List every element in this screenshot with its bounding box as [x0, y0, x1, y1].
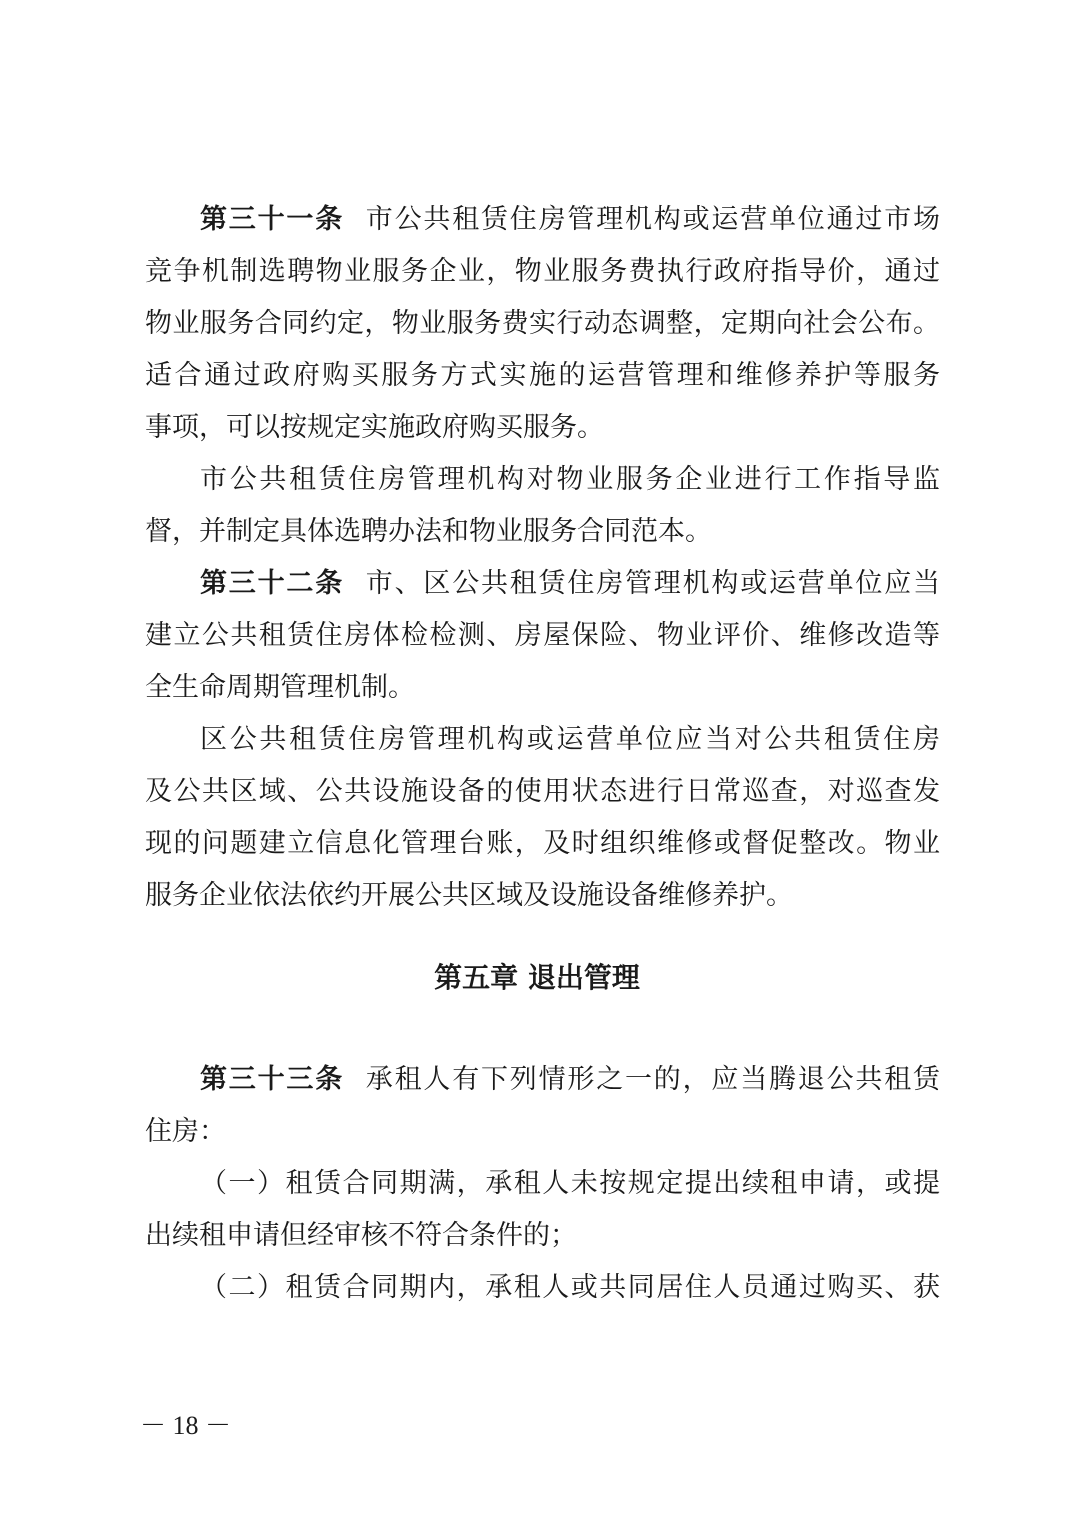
page-number: － 18 － [140, 1411, 232, 1440]
article-31-line-4: 适合通过政府购买服务方式实施的运营管理和维修养护等服务 [145, 360, 940, 391]
article-31-text-1: 市公共租赁住房管理机构或运营单位通过市场 [364, 204, 940, 235]
article-33-line-1 [200, 1054, 940, 1106]
article-32-para2-line-4: 服务企业依法依约开展公共区域及设施设备维修养护。 [145, 880, 793, 911]
article-32-para2-line-3: 现的问题建立信息化管理台账，及时组织维修或督促整改。物业 [145, 828, 940, 859]
article-32-para2-line-1: 区公共租赁住房管理机构或运营单位应当对公共租赁住房 [200, 724, 940, 755]
article-33-line-2: 住房： [145, 1116, 226, 1147]
article-31-line-1 [200, 194, 940, 246]
article-32-text-1: 市、区公共租赁住房管理机构或运营单位应当 [364, 568, 940, 599]
article-32-line-3: 全生命周期管理机制。 [145, 672, 415, 703]
article-32-line-2: 建立公共租赁住房体检检测、房屋保险、物业评价、维修改造等 [145, 620, 940, 651]
chapter-heading: 第五章 退出管理 [434, 961, 640, 994]
article-33-item2-line-1: （二）租赁合同期内，承租人或共同居住人员通过购买、获 [200, 1272, 940, 1303]
article-31-para2-line-2: 督，并制定具体选聘办法和物业服务合同范本。 [145, 516, 712, 547]
article-32-para2-line-2: 及公共区域、公共设施设备的使用状态进行日常巡查，对巡查发 [145, 776, 940, 807]
article-33-item1-line-2: 出续租申请但经审核不符合条件的； [145, 1220, 577, 1251]
article-32-label: 第三十二条 [200, 568, 344, 599]
article-33-text-1: 承租人有下列情形之一的，应当腾退公共租赁 [364, 1064, 940, 1095]
article-31-line-5: 事项，可以按规定实施政府购买服务。 [145, 412, 604, 443]
article-33-label: 第三十三条 [200, 1064, 344, 1095]
article-31-line-3: 物业服务合同约定，物业服务费实行动态调整，定期向社会公布。 [145, 308, 940, 339]
article-31-para2-line-1: 市公共租赁住房管理机构对物业服务企业进行工作指导监 [200, 464, 940, 495]
article-33-item1-line-1: （一）租赁合同期满，承租人未按规定提出续租申请，或提 [200, 1168, 940, 1199]
article-31-line-2: 竞争机制选聘物业服务企业，物业服务费执行政府指导价，通过 [145, 256, 940, 287]
article-31-label: 第三十一条 [200, 204, 344, 235]
article-32-line-1 [200, 558, 940, 610]
